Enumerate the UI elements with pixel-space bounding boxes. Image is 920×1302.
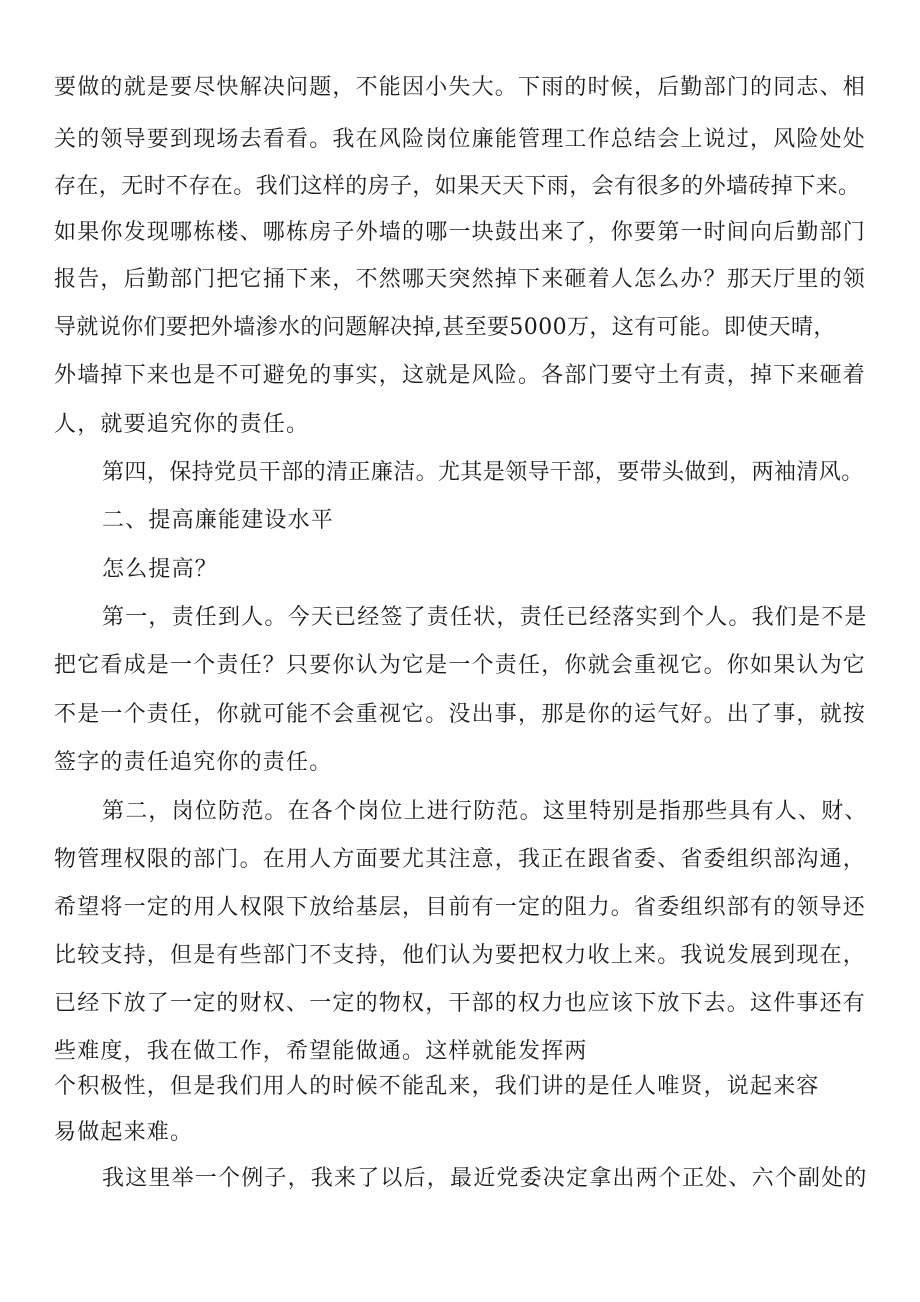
section-heading: 二、提高廉能建设水平 [102,508,335,533]
text-line: 希望将一定的用人权限下放给基层，目前有一定的阻力。省委组织部有的领导还 [54,895,867,920]
text-line: 不是一个责任，你就可能不会重视它。没出事，那是你的运气好。出了事，就按 [54,702,867,727]
text-line: 报告，后勤部门把它捅下来，不然哪天突然掉下来砸着人怎么办？那天厅里的领 [54,267,867,292]
text-line: 易做起来难。 [54,1120,194,1145]
text-line: 些难度，我在做工作，希望能做通。这样就能发挥两 [54,1039,588,1064]
text-line: 物管理权限的部门。在用人方面要尤其注意，我正在跟省委、省委组织部沟通， [54,847,867,872]
text-line: 怎么提高？ [102,557,219,582]
text-line: 签字的责任追究你的责任。 [54,750,333,775]
text-line: 第二，岗位防范。在各个岗位上进行防范。这里特别是指那些具有人、财、 [102,799,868,824]
text-line: 比较支持，但是有些部门不支持，他们认为要把权力收上来。我说发展到现在， [54,943,867,968]
text-line: 要做的就是要尽快解决问题，不能因小失大。下雨的时候，后勤部门的同志、相 [54,75,867,100]
text-line: 导就说你们要把外墙渗水的问题解决掉,甚至要5000万，这有可能。即使天晴， [54,315,836,340]
text-line: 如果你发现哪栋楼、哪栋房子外墙的哪一块鼓出来了，你要第一时间向后勤部门 [54,220,867,245]
text-line: 人，就要追究你的责任。 [54,412,310,437]
text-line: 已经下放了一定的财权、一定的物权，干部的权力也应该下放下去。这件事还有 [54,991,867,1016]
text-line: 我这里举一个例子，我来了以后，最近党委决定拿出两个正处、六个副处的 [102,1166,868,1191]
text-line: 个积极性，但是我们用人的时候不能乱来，我们讲的是任人唯贤，说起来容 [54,1074,820,1099]
text-line: 外墙掉下来也是不可避免的事实，这就是风险。各部门要守土有责，掉下来砸着 [54,363,867,388]
text-line: 存在，无时不存在。我们这样的房子，如果天天下雨，会有很多的外墙砖掉下来。 [54,174,861,199]
text-line: 关的领导要到现场去看看。我在风险岗位廉能管理工作总结会上说过，风险处处 [54,127,867,152]
text-line: 第四，保持党员干部的清正廉洁。尤其是领导干部，要带头做到，两袖清风。 [102,460,864,485]
text-line: 把它看成是一个责任？只要你认为它是一个责任，你就会重视它。你如果认为它 [54,653,867,678]
text-line: 第一，责任到人。今天已经签了责任状，责任已经落实到个人。我们是不是 [102,605,868,630]
